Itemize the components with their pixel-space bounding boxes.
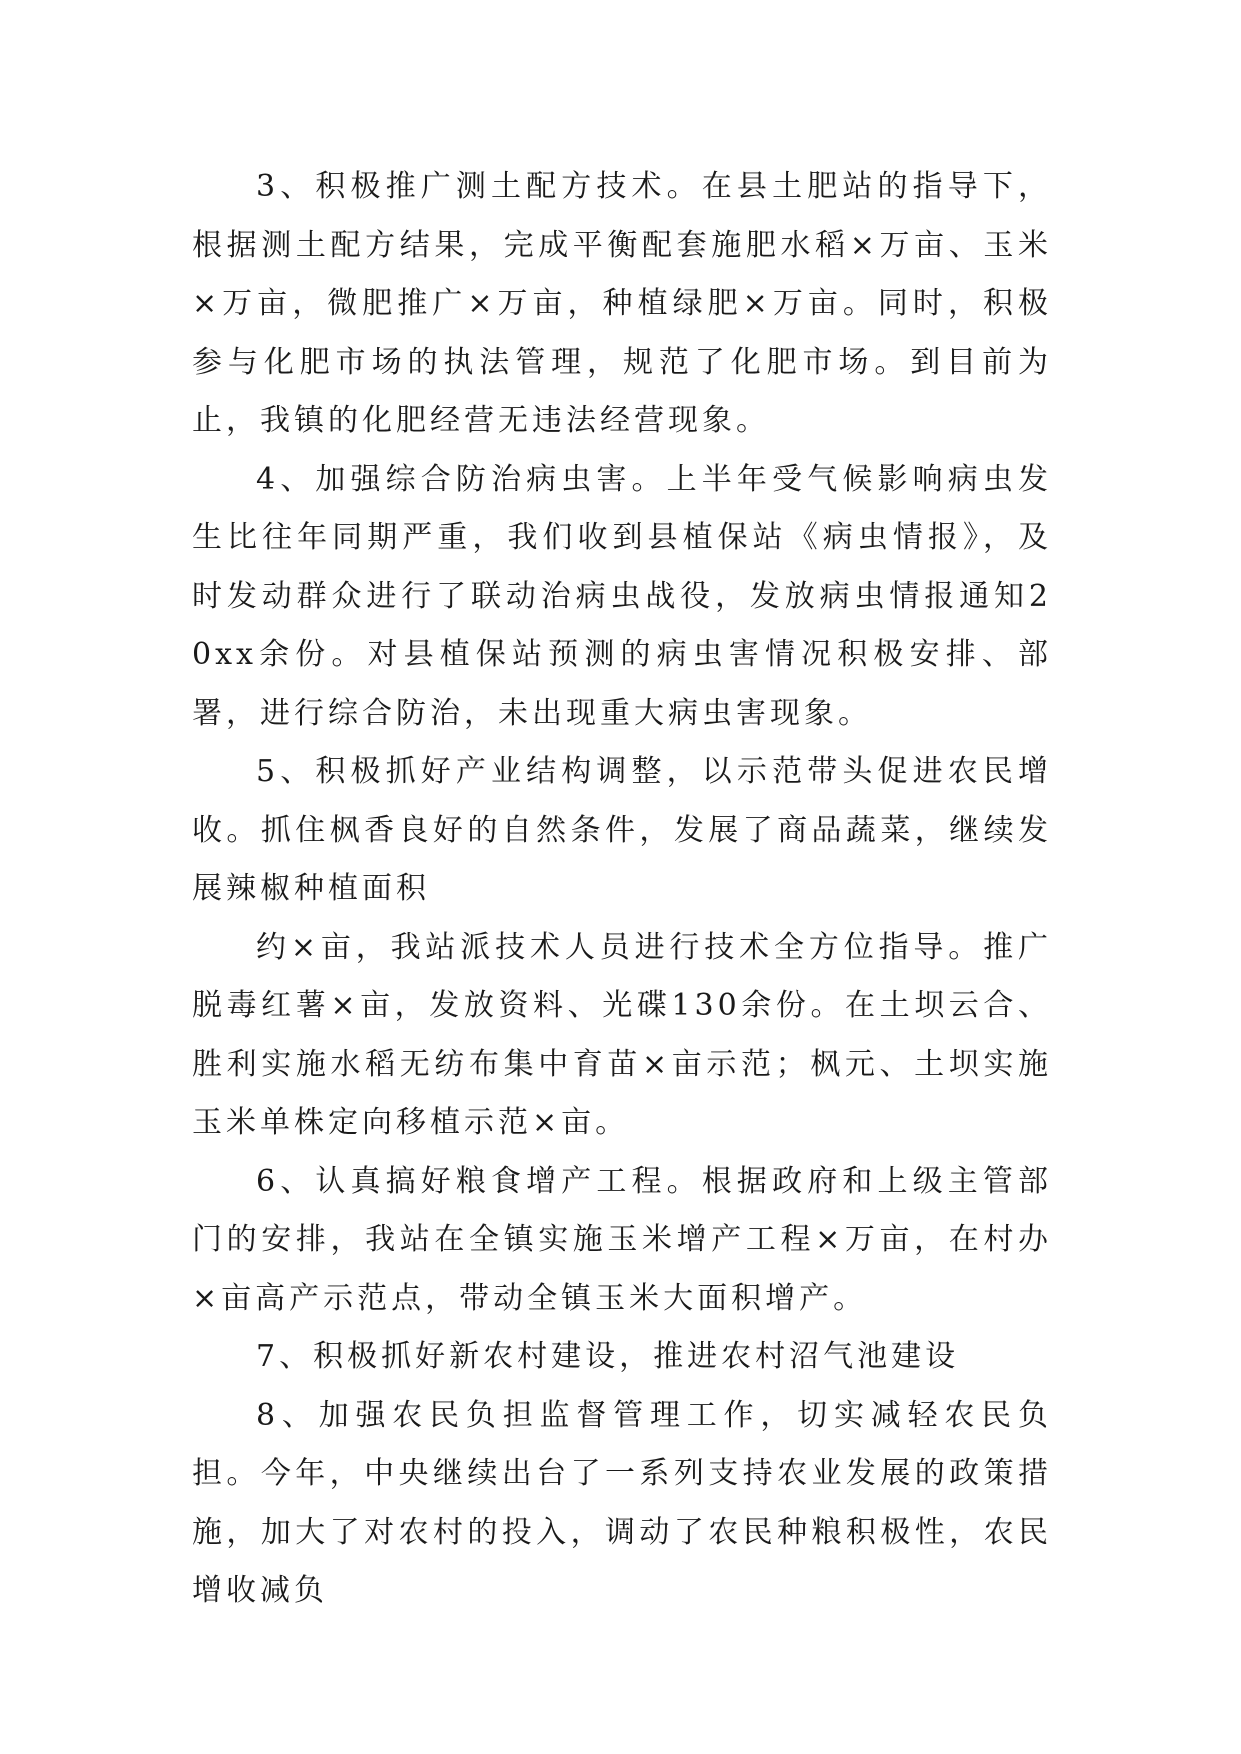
paragraph-pest-control: 4、加强综合防治病虫害。上半年受气候影响病虫发生比往年同期严重，我们收到县植保站《病虫情报》，及时发动群众进行了联动治病虫战役，发放病虫情报通知20xx余份。对县植保站预测的病虫害情况积极安排、部署，进行综合防治，未出现重大病虫害现象。 [192, 461, 1052, 731]
paragraph-technical-guidance: 约×亩，我站派技术人员进行技术全方位指导。推广脱毒红薯×亩，发放资料、光碟130余份。在土坝云合、胜利实施水稻无纺布集中育苗×亩示范；枫元、土坝实施玉米单株定向移植示范×亩。 [192, 929, 1052, 1140]
paragraph-new-countryside: 7、积极抓好新农村建设，推进农村沼气池建设 [256, 1339, 960, 1374]
paragraph-industry-restructuring: 5、积极抓好产业结构调整，以示范带头促进农民增收。抓住枫香良好的自然条件，发展了商品蔬菜，继续发展辣椒种植面积 [192, 754, 1052, 906]
paragraph-grain-yield: 6、认真搞好粮食增产工程。根据政府和上级主管部门的安排，我站在全镇实施玉米增产工程×万亩，在村办×亩高产示范点，带动全镇玉米大面积增产。 [192, 1163, 1052, 1316]
paragraph-farmer-burden: 8、加强农民负担监督管理工作，切实减轻农民负担。今年，中央继续出台了一系列支持农业发展的政策措施，加大了对农村的投入，调动了农民种粮积极性，农民增收减负 [192, 1397, 1052, 1608]
paragraph-soil-testing: 3、积极推广测土配方技术。在县土肥站的指导下，根据测土配方结果，完成平衡配套施肥水稻×万亩、玉米×万亩，微肥推广×万亩，种植绿肥×万亩。同时，积极参与化肥市场的执法管理，规范了化肥市场。到目前为止，我镇的化肥经营无违法经营现象。 [192, 169, 1052, 438]
document-body [192, 158, 1052, 1621]
